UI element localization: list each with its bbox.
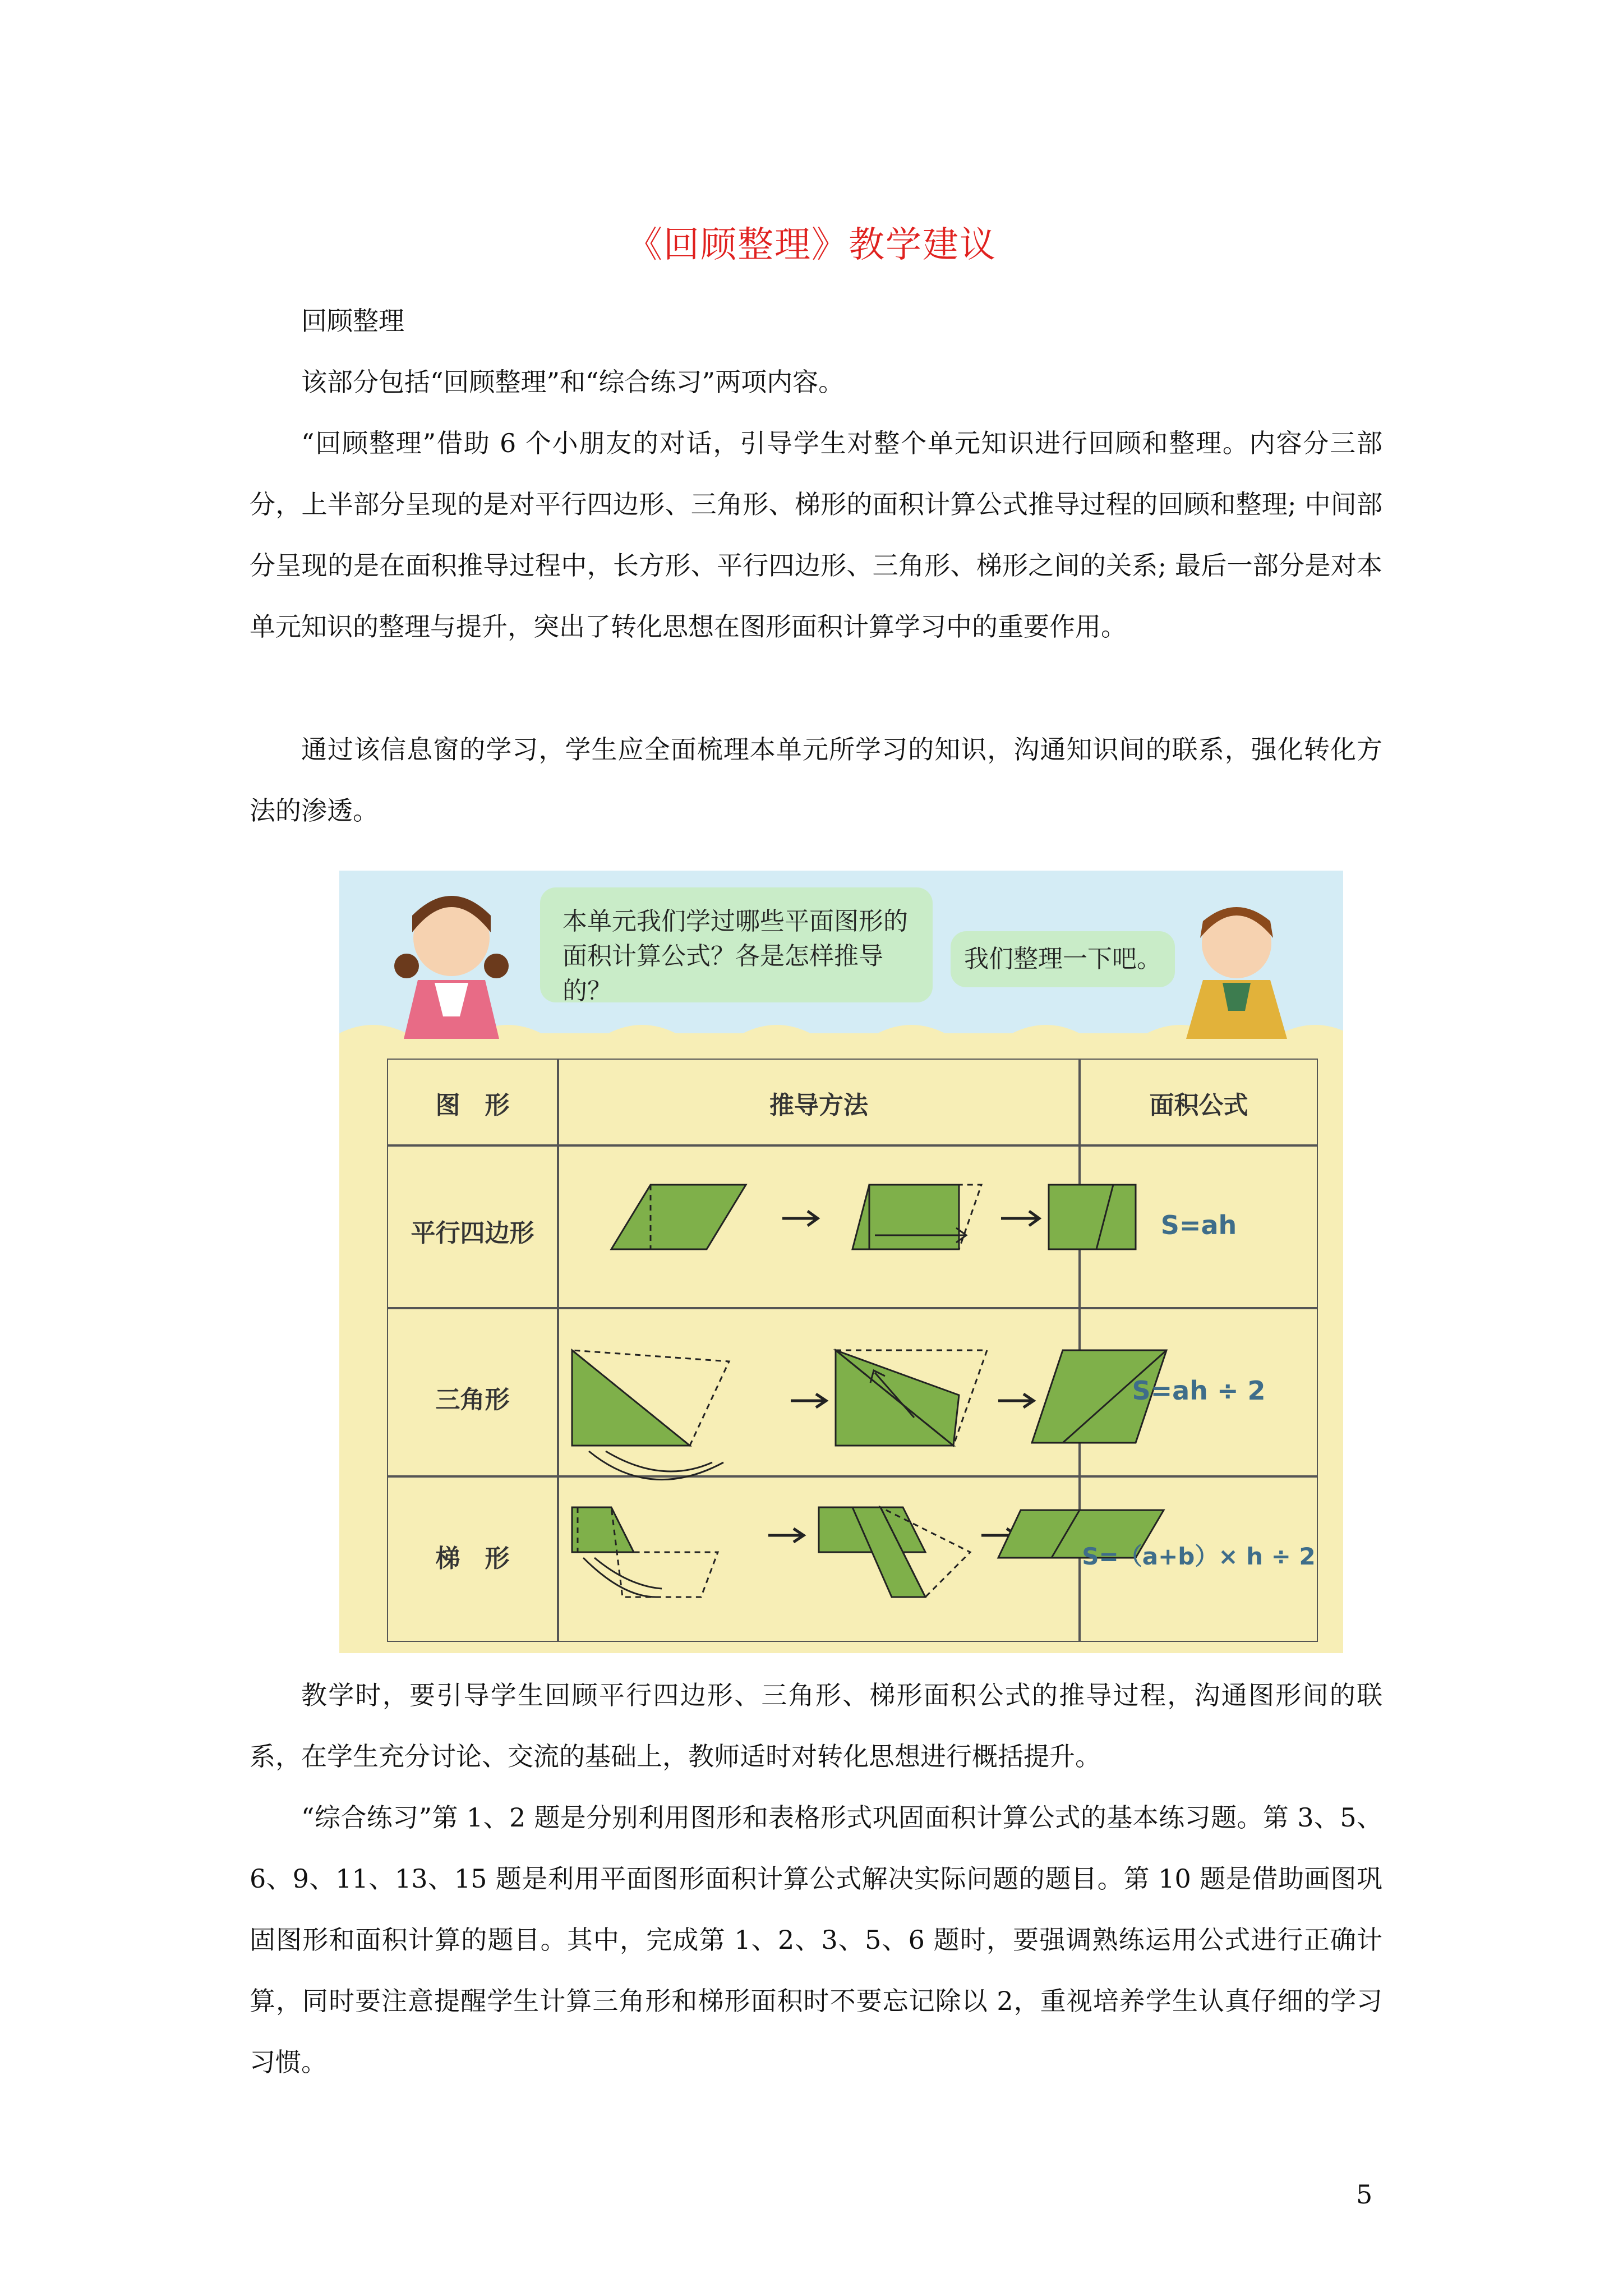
girl-speech-bubble: 本单元我们学过哪些平面图形的面积计算公式？各是怎样推导的？ [540, 887, 933, 1002]
boy-speech-bubble: 我们整理一下吧。 [951, 931, 1175, 987]
paragraph-review-description: “回顾整理”借助 6 个小朋友的对话，引导学生对整个单元知识进行回顾和整理。内容分三部分，上半部分呈现的是对平行四边形、三角形、梯形的面积计算公式推导过程的回顾和整理; 中间部分呈现的是在面积推导过程中，长方形、平行四边形、三角形、梯形之间的关系; 最后一部分是对本单元知识的整理与提升，突出了转化思想在图形面积计算学习中的重要作用。 [250, 428, 1382, 642]
formula-parallelogram: S=ah [1160, 1210, 1237, 1240]
header-formula: 面积公式 [1149, 1091, 1248, 1120]
derivation-results [339, 871, 1343, 1653]
header-shape: 图 形 [435, 1091, 510, 1120]
formula-trapezoid: S=（a+b）× h ÷ 2 [1082, 1543, 1316, 1570]
paragraph-learning-goal: 通过该信息窗的学习，学生应全面梳理本单元所学习的知识，沟通知识间的联系，强化转化方法的渗透。 [250, 734, 1382, 826]
header-method: 推导方法 [769, 1091, 868, 1120]
row-shape-triangle: 三角形 [435, 1386, 510, 1414]
row-shape-trapezoid: 梯 形 [435, 1544, 510, 1573]
page-number: 5 [1356, 2179, 1373, 2210]
formula-triangle: S=ah ÷ 2 [1132, 1375, 1266, 1406]
row-shape-parallelogram: 平行四边形 [411, 1219, 534, 1248]
review-figure [339, 871, 1343, 1653]
paragraph-intro: 该部分包括“回顾整理”和“综合练习”两项内容。 [301, 367, 845, 397]
page-title: 《回顾整理》教学建议 [626, 224, 997, 266]
section-heading: 回顾整理 [301, 306, 404, 336]
paragraph-teaching-advice: 教学时，要引导学生回顾平行四边形、三角形、梯形面积公式的推导过程，沟通图形间的联系，在学生充分讨论、交流的基础上，教师适时对转化思想进行概括提升。 [250, 1680, 1382, 1772]
paragraph-exercise-advice: “综合练习”第 1、2 题是分别利用图形和表格形式巩固面积计算公式的基本练习题。第 3、5、6、9、11、13、15 题是利用平面图形面积计算公式解决实际问题的题目。第 10 题是借助画图巩固图形和面积计算的题目。其中，完成第 1、2、3、5、6 题时，要强调熟练运用公式进行正确计算，同时要注意提醒学生计算三角形和梯形面积时不要忘记除以 2，重视培养学生认真仔细的学习习惯。 [250, 1802, 1382, 2077]
